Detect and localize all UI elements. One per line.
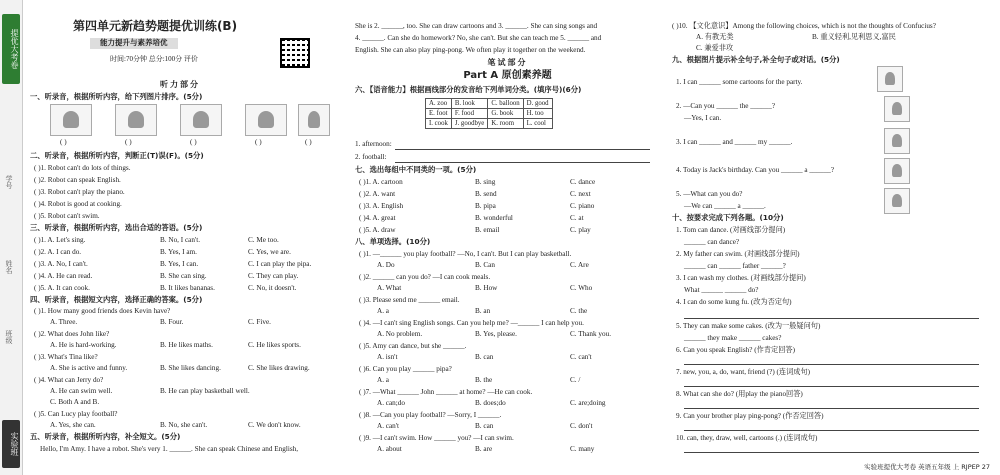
s10-item: ______ can dance? xyxy=(684,238,740,246)
s2-item: ( )1. Robot can't do lots of things. xyxy=(34,164,131,172)
s7-item: C. play xyxy=(570,226,591,234)
s4-question: ( )5. Can Lucy play football? xyxy=(34,410,118,418)
listening-picture-icon xyxy=(50,104,92,136)
s3-item: C. No, it doesn't. xyxy=(248,284,297,292)
s10-item: 4. I can do some kung fu. (改为否定句) xyxy=(676,298,792,306)
s8-question: ( )6. Can you play ______ pipa? xyxy=(359,365,452,373)
s8-option: B. the xyxy=(475,376,493,384)
s7-item: C. next xyxy=(570,190,591,198)
s9-item: 3. I can ______ and ______ my ______. xyxy=(676,138,793,146)
s10-item: ______ they make ______ cakes? xyxy=(684,334,782,342)
section-8-heading: 八、单项选择。(10分) xyxy=(355,237,431,246)
s7-item: C. dance xyxy=(570,178,596,186)
column-2 xyxy=(355,0,660,475)
column-1 xyxy=(30,0,330,475)
s3-item: ( )2. A. I can do. xyxy=(34,248,82,256)
s10-item: 6. Can you speak English? (作肯定回答) xyxy=(676,346,795,354)
s3-item: ( )1. A. Let's sing. xyxy=(34,236,86,244)
s4-option: A. Three. xyxy=(50,318,78,326)
answer-picture-icon xyxy=(884,96,910,122)
s10-item: 3. I can wash my clothes. (对画线部分提问) xyxy=(676,274,806,282)
section-2-heading: 二、听录音，根据所听内容，判断正(T)误(F)。(5分) xyxy=(30,151,204,160)
spine-tag-2: 实验班 xyxy=(2,420,20,468)
s8-option: A. What xyxy=(377,284,402,292)
s3-item: B. Yes, I can. xyxy=(160,260,199,268)
answer-line[interactable] xyxy=(684,364,979,365)
qr-code-icon xyxy=(280,38,310,68)
s4-option: C. He likes sports. xyxy=(248,341,301,349)
s4-option: C. We don't know. xyxy=(248,421,301,429)
s8-option: C. Are xyxy=(570,261,589,269)
s4-option: A. He is hard-working. xyxy=(50,341,117,349)
spine-label-name: 姓名 xyxy=(5,260,13,274)
s2-item: ( )2. Robot can speak English. xyxy=(34,176,121,184)
s2-item: ( )5. Robot can't swim. xyxy=(34,212,100,220)
table-cell: J. goodbye xyxy=(451,119,487,129)
s3-item: ( )4. A. He can read. xyxy=(34,272,93,280)
s8-option: B. does;do xyxy=(475,399,506,407)
s8-option: B. an xyxy=(475,307,491,315)
s7-item: ( )1. A. cartoon xyxy=(359,178,403,186)
s8-option: B. Can xyxy=(475,261,495,269)
s4-option: B. Four. xyxy=(160,318,184,326)
s10-item: ______ can ______ father ______? xyxy=(684,262,786,270)
written-part-label: 笔试部分 xyxy=(487,58,528,67)
answer-line[interactable] xyxy=(395,162,650,163)
s8-option: C. the xyxy=(570,307,588,315)
s7-item: C. piano xyxy=(570,202,595,210)
answer-line[interactable] xyxy=(684,318,979,319)
q10-question: ( )10. 【文化意识】Among the following choices, which is not the thoughts of Confucius? xyxy=(672,22,936,30)
s8-option: C. are;doing xyxy=(570,399,606,407)
page-footer: 实验班提优大考卷 英语五年级 上 RJPEP 27 xyxy=(864,463,990,471)
spine-label-class: 班级 xyxy=(5,330,13,344)
table-row xyxy=(426,99,553,109)
answer-picture-icon xyxy=(884,128,910,154)
s1-bracket: ( ) xyxy=(305,138,312,146)
table-row xyxy=(426,119,553,129)
s4-option: C. She likes drawing. xyxy=(248,364,310,372)
phonics-table xyxy=(425,98,553,129)
s10-item: 10. can, they, draw, well, cartoons (.) (连词成句) xyxy=(676,434,818,442)
s8-question: ( )9. —I can't swim. How ______ you? —I can swim. xyxy=(359,434,514,442)
q10-option: B. 重义轻利,见利思义,富民 xyxy=(812,33,896,41)
passage-line: 4. ______. Can she do homework? No, she can't. But she can teach me 5. ______ and xyxy=(355,34,602,42)
s4-option: C. Five. xyxy=(248,318,271,326)
table-cell: G. book xyxy=(488,109,523,119)
s1-bracket: ( ) xyxy=(190,138,197,146)
s7-item: B. email xyxy=(475,226,500,234)
s6-answer: 1. afternoon: xyxy=(355,140,392,148)
s8-question: ( )4. —I can't sing English songs. Can you help me? —______ I can help you. xyxy=(359,319,584,327)
s10-item: 1. Tom can dance. (对画线部分提问) xyxy=(676,226,786,234)
answer-line[interactable] xyxy=(395,149,650,150)
table-cell: D. good xyxy=(523,99,552,109)
column-3 xyxy=(672,0,992,475)
s2-item: ( )3. Robot can't play the piano. xyxy=(34,188,125,196)
s3-item: C. Yes, we are. xyxy=(248,248,291,256)
s3-item: C. Me too. xyxy=(248,236,279,244)
s9-item: 5. —What can you do? xyxy=(676,190,743,198)
answer-picture-icon xyxy=(877,66,903,92)
s4-option: B. No, she can't. xyxy=(160,421,208,429)
s7-item: ( )3. A. English xyxy=(359,202,404,210)
s9-item: 4. Today is Jack's birthday. Can you ______ a ______? xyxy=(676,166,835,174)
s10-item: 7. new, you, a, do, want, friend (?) (连词成句) xyxy=(676,368,811,376)
answer-line[interactable] xyxy=(684,386,979,387)
s7-item: B. wonderful xyxy=(475,214,513,222)
s8-option: A. a xyxy=(377,376,389,384)
s8-option: C. can't xyxy=(570,353,592,361)
subtitle-wrap xyxy=(90,38,178,49)
spine-tag-1: 提优大考卷 xyxy=(2,14,20,84)
s4-option: B. She likes dancing. xyxy=(160,364,221,372)
s8-question: ( )5. Amy can dance, but she ______. xyxy=(359,342,467,350)
section-7-heading: 七、选出每组中不同类的一项。(5分) xyxy=(355,165,477,174)
table-cell: A. zoo xyxy=(426,99,452,109)
s5-text: Hello, I'm Amy. I have a robot. She's very 1. ______. She can speak Chinese and English, xyxy=(40,445,299,453)
table-cell: B. look xyxy=(451,99,487,109)
s4-option: A. She is active and funny. xyxy=(50,364,128,372)
s8-question: ( )1. —______ you play football? —No, I can't. But I can play basketball. xyxy=(359,250,572,258)
binding-spine xyxy=(0,0,23,475)
s4-question: ( )4. What can Jerry do? xyxy=(34,376,104,384)
section-5-heading: 五、听录音，根据所听内容，补全短文。(5分) xyxy=(30,432,181,441)
section-6-heading: 六、【语音能力】根据画线部分的发音给下列单词分类。(填序号)(6分) xyxy=(355,85,582,94)
s3-item: ( )3. A. No, I can't. xyxy=(34,260,88,268)
table-cell: E. foot xyxy=(426,109,452,119)
s4-option: A. He can swim well. xyxy=(50,387,113,395)
s1-bracket: ( ) xyxy=(125,138,132,146)
s3-item: C. They can play. xyxy=(248,272,299,280)
s9-item: —Yes, I can. xyxy=(684,114,722,122)
s8-option: A. isn't xyxy=(377,353,398,361)
s8-option: C. Who xyxy=(570,284,593,292)
s10-item: 5. They can make some cakes. (改为一般疑问句) xyxy=(676,322,821,330)
s7-item: C. at xyxy=(570,214,584,222)
listening-part-label: 听力部分 xyxy=(160,80,200,89)
s4-option: A. Yes, she can. xyxy=(50,421,96,429)
answer-line[interactable] xyxy=(684,430,979,431)
exam-meta: 时间:70分钟 总分:100分 评价 xyxy=(110,55,198,63)
s2-item: ( )4. Robot is good at cooking. xyxy=(34,200,122,208)
table-cell: K. room xyxy=(488,119,523,129)
s8-option: B. can xyxy=(475,353,494,361)
table-cell: C. balloon xyxy=(488,99,523,109)
page-subtitle: 能力提升与素养培优 xyxy=(90,38,178,49)
s8-option: C. many xyxy=(570,445,595,453)
section-1-heading: 一、听录音，根据所听内容，给下列图片排序。(5分) xyxy=(30,92,203,101)
answer-line[interactable] xyxy=(684,408,979,409)
passage-line: English. She can also play ping-pong. We often play it together on the weekend. xyxy=(355,46,586,54)
s8-option: B. can xyxy=(475,422,494,430)
s9-item: 1. I can ______ some cartoons for the party. xyxy=(676,78,803,86)
s7-item: ( )5. A. draw xyxy=(359,226,396,234)
s4-option: B. He likes maths. xyxy=(160,341,213,349)
table-cell: I. cook xyxy=(426,119,452,129)
s3-item: B. She can sing. xyxy=(160,272,207,280)
s8-option: A. can;do xyxy=(377,399,405,407)
s8-option: A. Do xyxy=(377,261,395,269)
s4-question: ( )3. What's Tina like? xyxy=(34,353,98,361)
listening-picture-icon xyxy=(180,104,222,136)
s3-item: C. I can play the pipa. xyxy=(248,260,312,268)
s1-bracket: ( ) xyxy=(60,138,67,146)
s3-item: ( )5. A. It can cook. xyxy=(34,284,90,292)
page-title: 第四单元新趋势题提优训练(B) xyxy=(72,19,238,33)
s8-option: B. are xyxy=(475,445,493,453)
s3-item: B. No, I can't. xyxy=(160,236,201,244)
passage-line: She is 2. ______, too. She can draw cartoons and 3. ______. She can sing songs and xyxy=(355,22,598,30)
s10-item: 8. What can she do? (用play the piano回答) xyxy=(676,390,803,398)
s7-item: ( )2. A. want xyxy=(359,190,396,198)
s10-item: What ______ ______ do? xyxy=(684,286,759,294)
s4-question: ( )1. How many good friends does Kevin have? xyxy=(34,307,171,315)
s6-answer: 2. football: xyxy=(355,153,387,161)
table-cell: F. food xyxy=(451,109,487,119)
s7-item: B. sing xyxy=(475,178,496,186)
s9-item: 2. —Can you ______ the ______? xyxy=(676,102,776,110)
s8-option: C. don't xyxy=(570,422,593,430)
s8-question: ( )8. —Can you play football? —Sorry, I ______. xyxy=(359,411,502,419)
s8-option: B. Yes, please. xyxy=(475,330,517,338)
section-9-heading: 九、根据图片提示补全句子,补全句子或对话。(5分) xyxy=(672,55,840,64)
section-10-heading: 十、按要求完成下列各题。(10分) xyxy=(672,213,784,222)
s8-question: ( )7. —What ______ John ______ at home? —He can cook. xyxy=(359,388,533,396)
s8-question: ( )3. Please send me ______ email. xyxy=(359,296,460,304)
s10-item: 9. Can your brother play ping-pong? (作否定回答) xyxy=(676,412,824,420)
s7-item: ( )4. A. great xyxy=(359,214,396,222)
listening-picture-icon xyxy=(245,104,287,136)
q10-option: C. 兼爱非攻 xyxy=(696,44,734,52)
answer-picture-icon xyxy=(884,158,910,184)
q10-option: A. 有教无类 xyxy=(696,33,734,41)
spine-label-student-no: 学号 xyxy=(5,175,13,189)
listening-picture-icon xyxy=(298,104,330,136)
section-3-heading: 三、听录音，根据所听内容，选出合适的答语。(5分) xyxy=(30,223,203,232)
s1-bracket: ( ) xyxy=(255,138,262,146)
s8-option: A. No problem. xyxy=(377,330,423,338)
s4-option: B. He can play basketball well. xyxy=(160,387,250,395)
s3-item: B. Yes, I am. xyxy=(160,248,197,256)
s3-item: B. It likes bananas. xyxy=(160,284,215,292)
answer-picture-icon xyxy=(884,188,910,214)
s7-item: B. send xyxy=(475,190,497,198)
s8-option: C. / xyxy=(570,376,581,384)
table-cell: H. too xyxy=(523,109,552,119)
s8-option: A. can't xyxy=(377,422,400,430)
s8-option: A. a xyxy=(377,307,389,315)
s9-item: —We can ______ a ______. xyxy=(684,202,766,210)
s4-option: C. Both A and B. xyxy=(50,398,100,406)
s8-option: C. Thank you. xyxy=(570,330,611,338)
answer-line[interactable] xyxy=(684,452,979,453)
table-cell: L. cool xyxy=(523,119,552,129)
s8-question: ( )2. ______ can you do? —I can cook meals. xyxy=(359,273,491,281)
s7-item: B. pipa xyxy=(475,202,496,210)
section-4-heading: 四、听录音，根据短文内容，选择正确的答案。(5分) xyxy=(30,295,203,304)
table-row xyxy=(426,109,553,119)
s8-option: B. How xyxy=(475,284,498,292)
s8-option: A. about xyxy=(377,445,402,453)
s10-item: 2. My father can swim. (对画线部分提问) xyxy=(676,250,800,258)
listening-picture-icon xyxy=(115,104,157,136)
s4-question: ( )2. What does John like? xyxy=(34,330,110,338)
part-a-heading: Part A 原创素养题 xyxy=(463,70,552,81)
